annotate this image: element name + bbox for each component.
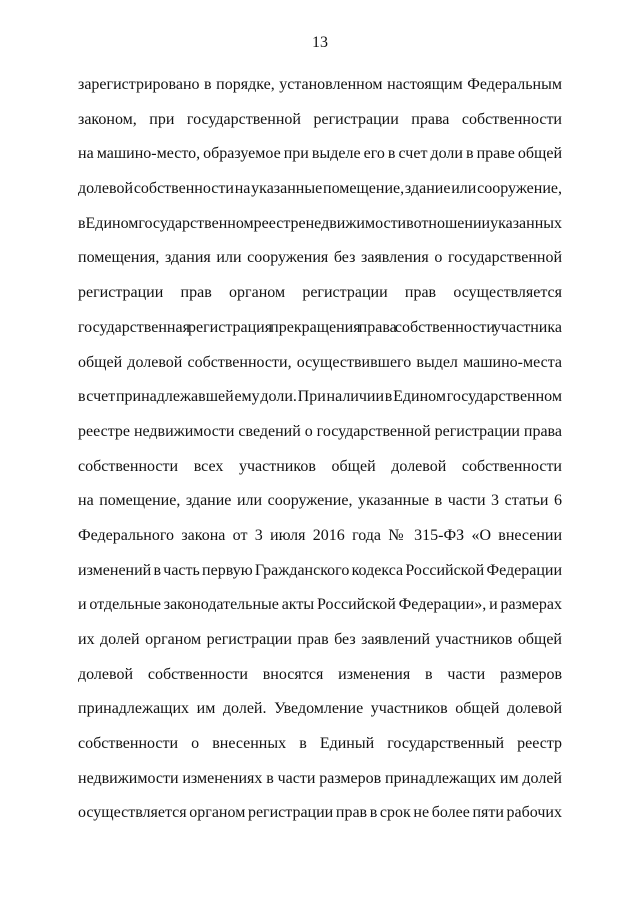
text-line: регистрации прав органом регистрации прав осуществляется <box>78 284 562 302</box>
text-line: их долей органом регистрации прав без заявлений участников общей <box>78 631 562 648</box>
text-line: в счет принадлежавшей ему доли. При наличии в Едином государственном <box>78 388 563 406</box>
text-line: общей долевой собственности, осуществившего выдел машино-места <box>78 353 562 371</box>
page-number: 13 <box>312 34 328 51</box>
text-line: на помещение, здание или сооружение, указанные в части 3 статьи 6 <box>78 492 562 510</box>
text-line: зарегистрировано в порядке, установленном настоящим Федеральным <box>78 76 562 93</box>
text-line: на машино-место, образуемое при выделе его в счет доли в праве общей <box>78 145 562 163</box>
text-line: долевой собственности вносятся изменения в части размеров <box>78 665 562 683</box>
text-line: Федерального закона от 3 июля 2016 года № 315-ФЗ «О внесении <box>78 526 562 544</box>
text-line: помещения, здания или сооружения без заявления о государственной <box>78 249 562 267</box>
text-line: принадлежащих им долей. Уведомление участников общей долевой <box>78 700 562 718</box>
text-line: государственная регистрация прекращения права собственности участника <box>78 318 562 336</box>
text-line: изменений в часть первую Гражданского кодекса Российской Федерации <box>78 561 562 579</box>
text-line: в Едином государственном реестре недвижимости в отношении указанных <box>78 214 563 232</box>
text-line: собственности всех участников общей долевой собственности <box>78 457 562 475</box>
text-line: законом, при государственной регистрации права собственности <box>78 110 562 128</box>
text-line: собственности о внесенных в Единый государственный реестр <box>78 735 562 753</box>
text-line: долевой собственности на указанные помещение, здание или сооружение, <box>78 180 563 198</box>
text-line: осуществляется органом регистрации прав в срок не более пяти рабочих <box>78 804 562 822</box>
text-line: реестре недвижимости сведений о государственной регистрации права <box>78 422 562 440</box>
text-line: недвижимости изменениях в части размеров принадлежащих им долей <box>78 769 562 787</box>
text-line: и отдельные законодательные акты Российской Федерации», и размерах <box>78 596 563 614</box>
document-body <box>78 74 562 837</box>
